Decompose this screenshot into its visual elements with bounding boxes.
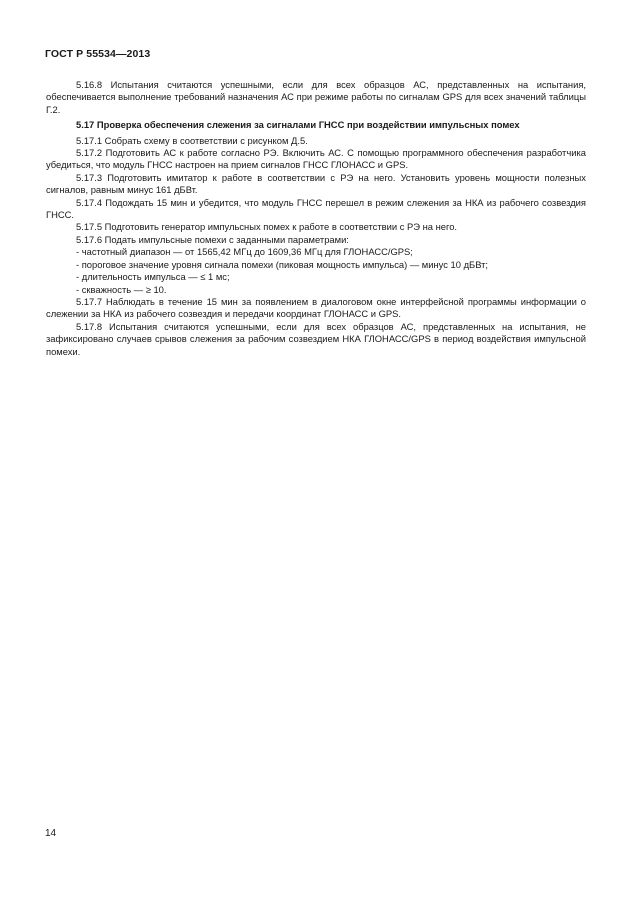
paragraph-5-17-7: 5.17.7 Наблюдать в течение 15 мин за появлением в диалоговом окне интерфейсной программы информации о слежении за НКА из рабочего созвездия и передачи координат ГЛОНАСС и GPS.	[46, 295, 586, 320]
page-number: 14	[45, 828, 57, 839]
paragraph-5-16-8: 5.16.8 Испытания считаются успешными, если для всех образцов АС, представленных на испытания, обеспечивается выполнение требований назначения АС при режиме работы по сигналам GPS для всех значений таблицы Г.2.	[46, 79, 586, 115]
paragraph-5-17-4: 5.17.4 Подождать 15 мин и убедится, что модуль ГНСС перешел в режим слежения за НКА из рабочего созвездия ГНСС.	[46, 196, 586, 221]
list-item-frequency-range: - частотный диапазон — от 1565,42 МГц до 1609,36 МГц для ГЛОНАСС/GPS;	[76, 246, 413, 258]
list-item-pulse-duration: - длительность импульса — ≤ 1 мс;	[76, 271, 230, 283]
paragraph-5-17-2: 5.17.2 Подготовить АС к работе согласно РЭ. Включить АС. С помощью программного обеспечения разработчика убедиться, что модуль ГНСС настроен на прием сигналов ГНСС ГЛОНАСС и GPS.	[46, 147, 586, 171]
paragraph-5-17-6: 5.17.6 Подать импульсные помехи с заданными параметрами:	[76, 233, 349, 245]
paragraph-5-17-3: 5.17.3 Подготовить имитатор к работе в соответствии с РЭ на него. Установить уровень мощности полезных сигналов, равным минус 161 дБВт.	[46, 171, 586, 196]
document-header: ГОСТ Р 55534—2013	[45, 48, 151, 60]
paragraph-5-17-5: 5.17.5 Подготовить генератор импульсных помех к работе в соответствии с РЭ на него.	[76, 221, 458, 233]
paragraph-5-17-1: 5.17.1 Собрать схему в соответствии с рисунком Д.5.	[76, 134, 308, 146]
document-body	[46, 79, 586, 358]
paragraph-5-17-8: 5.17.8 Испытания считаются успешными, если для всех образцов АС, представленных на испытания, не зафиксировано случаев срывов слежения за рабочим созвездием НКА ГЛОНАСС/GPS в период воздействия импульсной помехи.	[46, 320, 586, 357]
list-item-duty-cycle: - скважность — ≥ 10.	[76, 283, 167, 295]
list-item-threshold-level: - пороговое значение уровня сигнала помехи (пиковая мощность импульса) — минус 10 дБВт;	[76, 258, 489, 270]
section-heading-5-17: 5.17 Проверка обеспечения слежения за сигналами ГНСС при воздействии импульсных помех	[76, 119, 520, 131]
